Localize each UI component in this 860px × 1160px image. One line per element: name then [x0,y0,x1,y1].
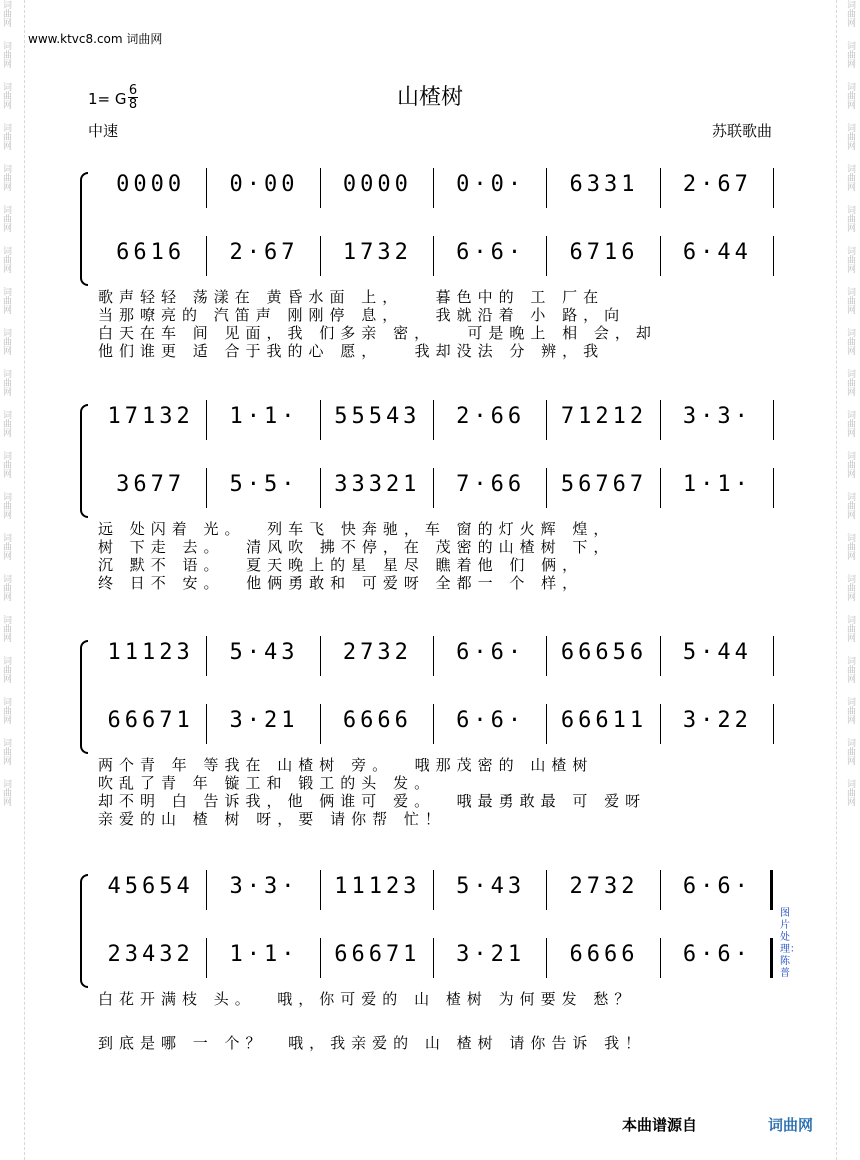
lyric-line: 亲爱的山 楂 树 呀，要 请你帮 忙！ [98,810,446,828]
score-system [80,870,770,1100]
barline [773,168,774,208]
barline [773,468,774,508]
system-brace [80,404,88,518]
lyric-line: 沉 默不 语。 夏天晚上的星 星尽 瞧着他 们 俩， [98,556,584,574]
measure: 3677 [116,472,186,497]
measure: 0·0· [456,172,526,197]
measure: 11123 [334,874,421,899]
watermark-text: 词曲网 [845,287,855,314]
watermark-text: 词曲网 [845,82,855,109]
meter-top: 6 [128,83,138,98]
measure: 6616 [116,240,186,265]
site-name: 词曲网 [126,32,163,46]
upper-voice [94,870,774,910]
measure: 5·43 [456,874,526,899]
measure: 3·21 [456,942,526,967]
watermark-text: 词曲网 [845,410,855,437]
measure: 17132 [107,404,194,429]
measure: 6666 [342,708,412,733]
final-barline [770,938,773,978]
upper-voice [94,168,774,208]
measure: 2732 [569,874,639,899]
watermark-text: 词曲网 [1,533,11,560]
lyric-line: 当那嘹亮的 汽笛声 刚刚停 息， 我就沿着 小 路，向 [98,306,626,324]
measure: 6716 [569,240,639,265]
watermark-text: 词曲网 [845,779,855,806]
lyric-line: 白天在车 间 见面，我 们多亲 密， 可是晚上 相 会，却 [98,324,657,342]
watermark-text: 词曲网 [845,697,855,724]
watermark-text: 词曲网 [1,451,11,478]
measure: 66671 [334,942,421,967]
watermark-text: 词曲网 [1,41,11,68]
measure: 6331 [569,172,639,197]
measure: 5·5· [229,472,299,497]
left-watermark [0,0,16,1160]
measure: 3·3· [682,404,752,429]
watermark-text: 词曲网 [845,533,855,560]
watermark-text: 词曲网 [1,656,11,683]
measure: 1·1· [229,404,299,429]
time-signature [128,84,138,111]
score-system [80,400,770,630]
lyric-line: 远 处闪着 光。 列车飞 快奔驰，车 窗的灯火辉 煌， [98,520,615,538]
tempo-marking: 中速 [88,122,119,140]
watermark-text: 词曲网 [845,451,855,478]
lyric-line: 到底是哪 一 个？ 哦，我亲爱的 山 楂树 请你告诉 我！ [98,1034,647,1052]
system-brace [80,640,88,754]
measure: 6·6· [682,942,752,967]
measure: 1·1· [229,942,299,967]
measure: 5·43 [229,640,299,665]
watermark-text: 词曲网 [1,328,11,355]
margin-line-left [24,0,25,1160]
upper-voice [94,636,774,676]
footer-brand[interactable]: 词曲网 [768,1116,814,1134]
lyric-line: 歌声轻轻 荡漾在 黄昏水面 上， 暮色中的 工 厂在 [98,288,605,306]
barline [773,236,774,276]
watermark-text: 词曲网 [1,246,11,273]
watermark-text: 词曲网 [1,574,11,601]
watermark-text: 词曲网 [845,492,855,519]
measure: 2·66 [456,404,526,429]
watermark-text: 词曲网 [845,328,855,355]
watermark-text: 词曲网 [1,738,11,765]
measure: 3·22 [682,708,752,733]
watermark-text: 词曲网 [845,123,855,150]
lower-voice [94,938,774,978]
watermark-text: 词曲网 [845,369,855,396]
final-barline [770,870,773,910]
composer: 苏联歌曲 [711,122,772,140]
score-system [80,168,770,398]
watermark-text: 词曲网 [845,246,855,273]
watermark-text: 词曲网 [845,164,855,191]
lyric-line: 两个青 年 等我在 山楂树 旁。 哦那茂密的 山楂树 [98,756,594,774]
lower-voice [94,468,774,508]
measure: 23432 [107,942,194,967]
watermark-text: 词曲网 [1,0,11,27]
system-brace [80,874,88,988]
barline [773,636,774,676]
site-url[interactable]: www.ktvc8.com [28,32,123,46]
watermark-text: 词曲网 [845,738,855,765]
watermark-text: 词曲网 [845,656,855,683]
watermark-text: 词曲网 [1,779,11,806]
watermark-text: 词曲网 [1,492,11,519]
watermark-text: 词曲网 [1,287,11,314]
measure: 1732 [342,240,412,265]
measure: 5·44 [682,640,752,665]
watermark-text: 词曲网 [1,205,11,232]
measure: 6·6· [456,640,526,665]
lyric-line: 树 下走 去。 清风吹 拂不停，在 茂密的山楂树 下， [98,538,615,556]
measure: 2·67 [682,172,752,197]
watermark-text: 词曲网 [1,369,11,396]
lower-voice [94,704,774,744]
measure: 71212 [560,404,648,429]
measure: 11123 [107,640,194,665]
lyric-line: 白花开满枝 头。 哦，你可爱的 山 楂树 为何要发 愁？ [98,990,636,1008]
watermark-text: 词曲网 [1,123,11,150]
measure: 55543 [334,404,421,429]
watermark-text: 词曲网 [845,205,855,232]
margin-line-right [836,0,837,1160]
watermark-text: 词曲网 [845,574,855,601]
watermark-text: 词曲网 [1,410,11,437]
measure: 56767 [560,472,648,497]
measure: 6·6· [456,240,526,265]
song-title: 山楂树 [396,85,463,110]
watermark-text: 词曲网 [845,615,855,642]
score-system [80,636,770,866]
lyric-line: 终 日不 安。 他俩勇敢和 可爱呀 全都一 个 样， [98,574,584,592]
upper-voice [94,400,774,440]
watermark-text: 词曲网 [845,41,855,68]
measure: 66611 [560,708,648,733]
lower-voice [94,236,774,276]
measure: 1·1· [682,472,752,497]
key-signature: 1= G [88,90,127,108]
watermark-text: 词曲网 [1,82,11,109]
lyric-line: 他们谁更 适 合于我的心 愿， 我却没法 分 辨，我 [98,342,605,360]
site-header [28,30,162,47]
right-watermark [844,0,860,1160]
measure: 6·6· [682,874,752,899]
measure: 66671 [107,708,194,733]
measure: 6·6· [456,708,526,733]
measure: 0000 [342,172,412,197]
watermark-text: 词曲网 [1,697,11,724]
watermark-text: 词曲网 [1,615,11,642]
measure: 2·67 [229,240,299,265]
measure: 0000 [116,172,186,197]
lyric-line: 吹乱了青 年 镟工和 锻工的头 发。 [98,774,436,792]
measure: 6·44 [682,240,752,265]
watermark-text: 词曲网 [1,164,11,191]
watermark-text: 词曲网 [845,0,855,27]
system-brace [80,172,88,286]
measure: 33321 [334,472,421,497]
measure: 6666 [569,942,639,967]
measure: 3·3· [229,874,299,899]
measure: 7·66 [456,472,526,497]
measure: 66656 [560,640,648,665]
image-credit: 图片处理：陈普 [780,908,800,979]
barline [773,704,774,744]
measure: 0·00 [229,172,299,197]
meter-bottom: 8 [128,97,138,112]
measure: 3·21 [229,708,299,733]
lyric-line: 却不明 白 告诉我，他 俩谁可 爱。 哦最勇敢最 可 爱呀 [98,792,647,810]
measure: 45654 [107,874,194,899]
barline [773,400,774,440]
measure: 2732 [342,640,412,665]
footer-source: 本曲谱源自 [622,1116,698,1134]
